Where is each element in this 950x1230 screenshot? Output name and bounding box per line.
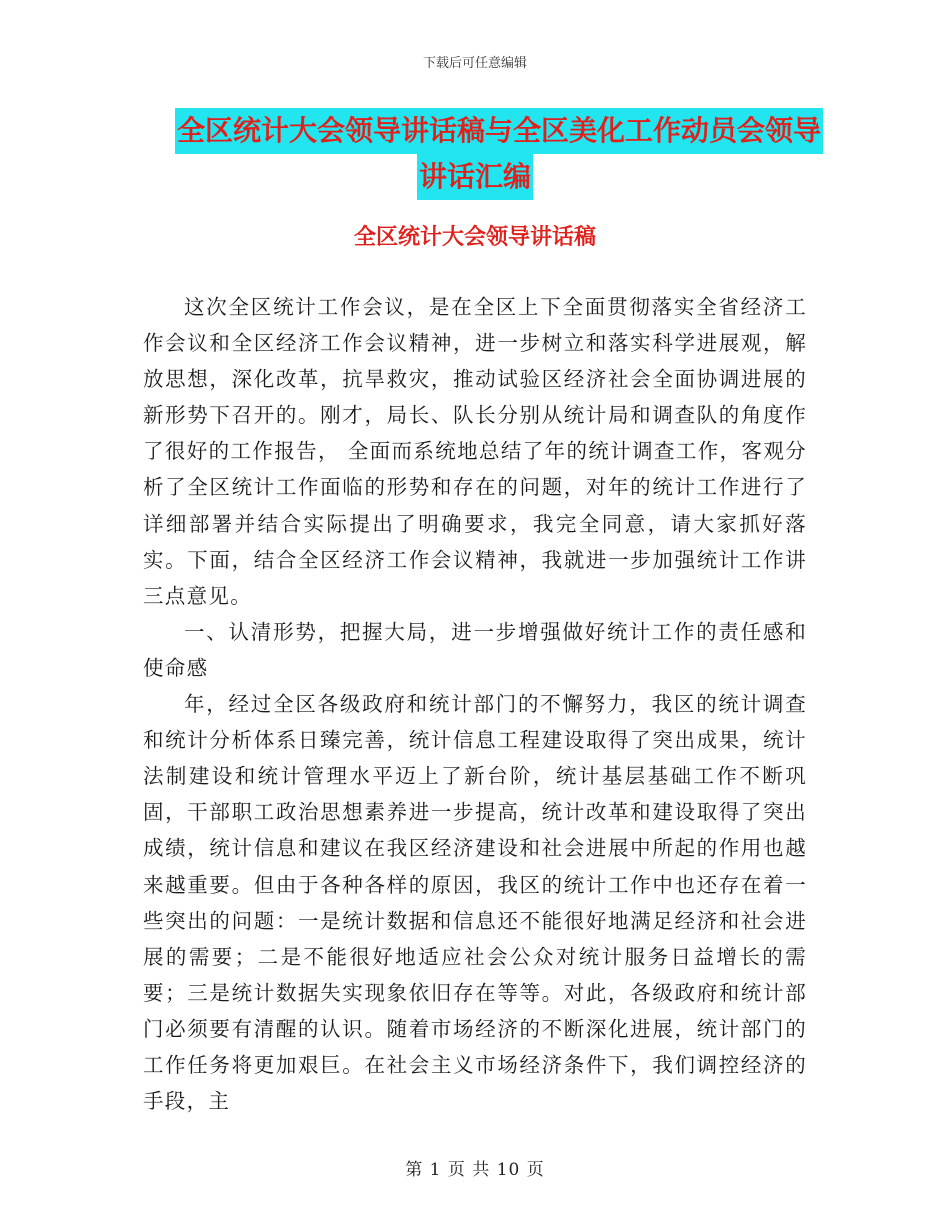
document-title-line-2: 讲话汇编: [417, 154, 533, 200]
document-title: [0, 108, 950, 200]
document-title-line-1: 全区统计大会领导讲话稿与全区美化工作动员会领导: [175, 108, 823, 154]
page-header-note: 下载后可任意编辑: [422, 56, 527, 71]
body-paragraph: 年，经过全区各级政府和统计部门的不懈努力，我区的统计调查和统计分析体系日臻完善，统计信息工程建设取得了突出成果，统计法制建设和统计管理水平迈上了新台阶，统计基层基础工作不断巩固，干部职工政治思想素养进一步提高，统计改革和建设取得了突出成绩，统计信息和建议在我区经济建设和社会进展中所起的作用也越来越重要。但由于各种各样的原因，我区的统计工作中也还存在着一些突出的问题：一是统计数据和信息还不能很好地满足经济和社会进展的需要；二是不能很好地适应社会公众对统计服务日益增长的需要；三是统计数据失实现象依旧存在等等。对此，各级政府和统计部门必须要有清醒的认识。随着市场经济的不断深化进展，统计部门的工作任务将更加艰巨。在社会主义市场经济条件下，我们调控经济的手段，主: [143, 692, 807, 1114]
body-paragraph: 一、认清形势，把握大局，进一步增强做好统计工作的责任感和使命感: [143, 619, 807, 680]
body-paragraph: 这次全区统计工作会议，是在全区上下全面贯彻落实全省经济工作会议和全区经济工作会议精神，进一步树立和落实科学进展观，解放思想，深化改革，抗旱救灾，推动试验区经济社会全面协调进展的新形势下召开的。刚才，局长、队长分别从统计局和调查队的角度作了很好的工作报告， 全面而系统地总结了年的统计调查工作，客观分析了全区统计工作面临的形势和存在的问题，对年的统计工作进行了详细部署并结合实际提出了明确要求，我完全同意，请大家抓好落实。下面，结合全区经济工作会议精神，我就进一步加强统计工作讲三点意见。: [143, 295, 807, 608]
page-number: 第 1 页 共 10 页: [405, 1160, 545, 1180]
section-title: 全区统计大会领导讲话稿: [353, 225, 596, 250]
document-body: [143, 289, 807, 1119]
